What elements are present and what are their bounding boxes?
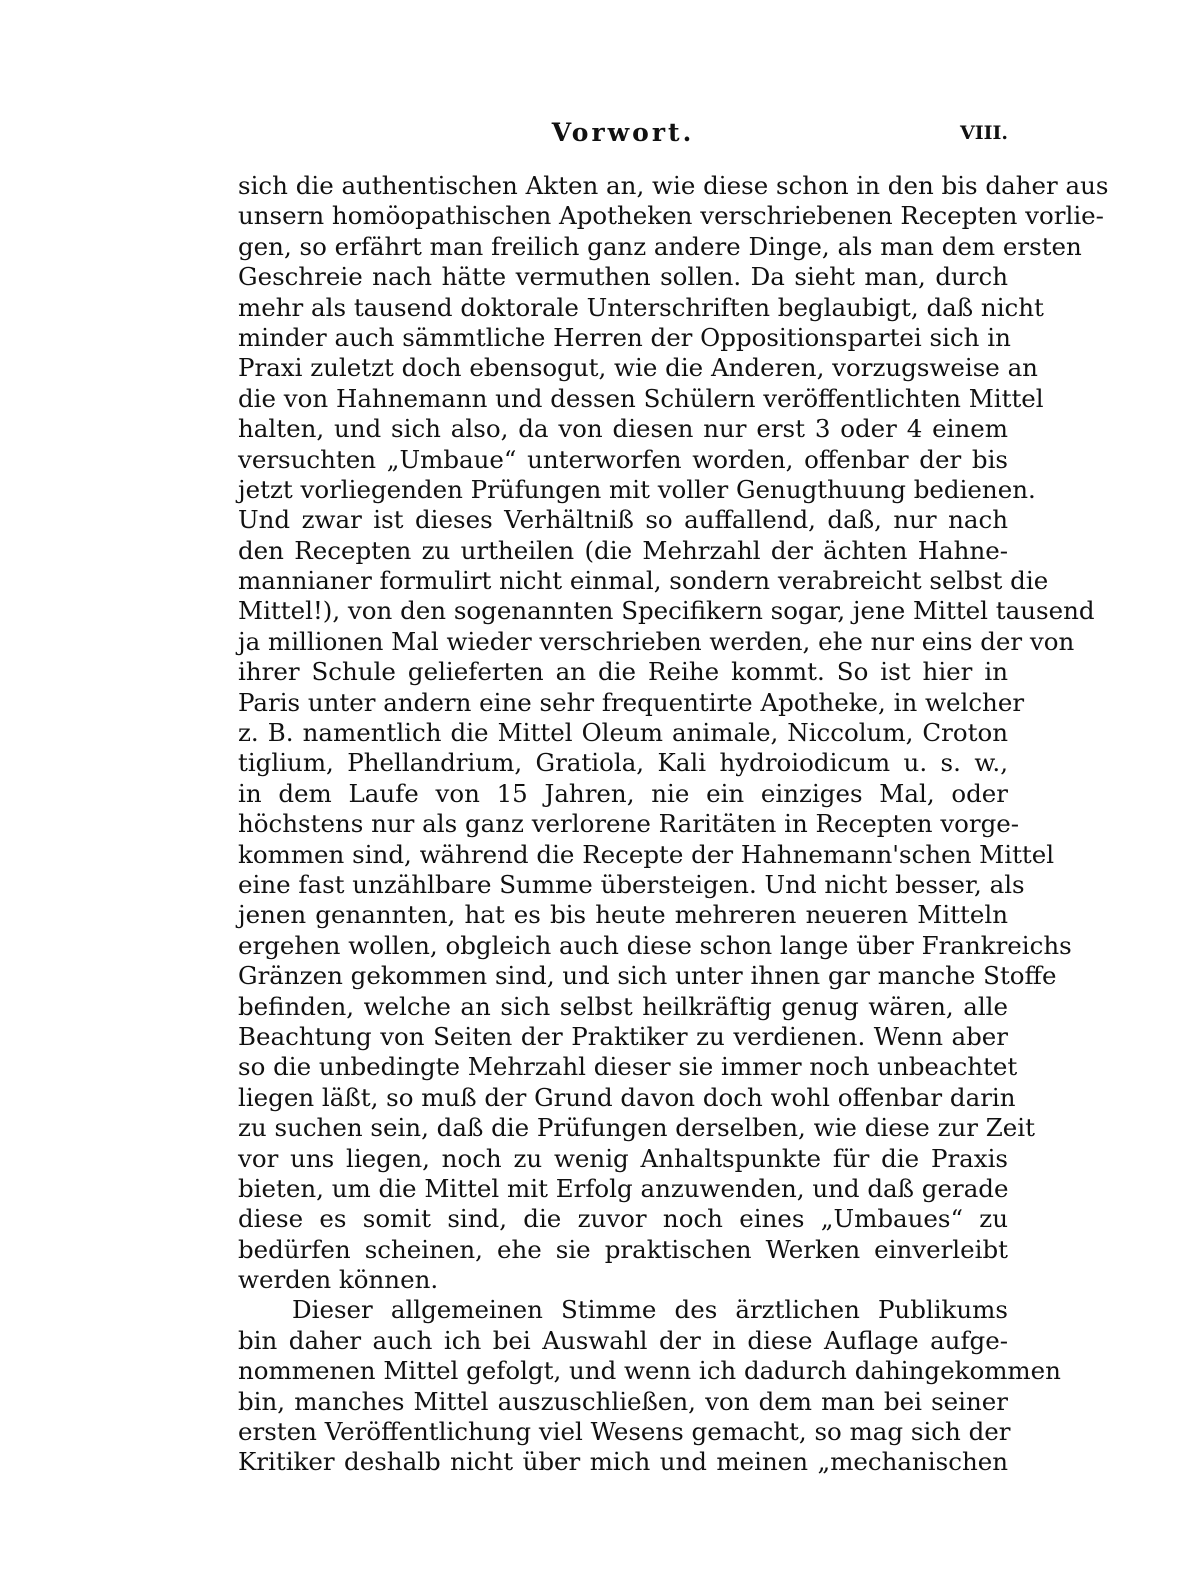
text-line: mehr als tausend doktorale Unterschriften beglaubigt, daß nicht [238, 292, 1044, 322]
body-text [238, 171, 1109, 1478]
text-line: z. B. namentlich die Mittel Oleum animale, Niccolum, Croton [238, 718, 1008, 748]
text-line: Kritiker deshalb nicht über mich und meinen „mechanischen [238, 1447, 1008, 1477]
text-line: den Recepten zu urtheilen (die Mehrzahl der ächten Hahne- [238, 535, 1008, 565]
text-line: in dem Laufe von 15 Jahren, nie ein einziges Mal, oder [238, 778, 1008, 808]
text-line: jenen genannten, hat es bis heute mehreren neueren Mitteln [238, 900, 1008, 930]
text-line-paragraph-end: werden können. [238, 1265, 439, 1295]
text-line: ergehen wollen, obgleich auch diese schon lange über Frankreichs [238, 930, 1072, 960]
text-line: bieten, um die Mittel mit Erfolg anzuwenden, und daß gerade [238, 1173, 1009, 1203]
text-line: unsern homöopathischen Apotheken verschriebenen Recepten vorlie- [238, 201, 1104, 231]
text-line: gen, so erfährt man freilich ganz andere Dinge, als man dem ersten [238, 231, 1082, 261]
text-line: Mittel!), von den sogenannten Specifikern sogar, jene Mittel tausend [238, 596, 1095, 626]
text-line: bin, manches Mittel auszuschließen, von dem man bei seiner [238, 1386, 1008, 1416]
text-line: ja millionen Mal wieder verschrieben werden, ehe nur eins der von [238, 626, 1075, 656]
text-line: so die unbedingte Mehrzahl dieser sie immer noch unbeachtet [238, 1052, 1018, 1082]
text-line: bedürfen scheinen, ehe sie praktischen Werken einverleibt [238, 1234, 1008, 1264]
text-line: tiglium, Phellandrium, Gratiola, Kali hydroiodicum u. s. w., [238, 748, 1008, 778]
text-line: nommenen Mittel gefolgt, und wenn ich dadurch dahingekommen [238, 1356, 1061, 1386]
text-line: Gränzen gekommen sind, und sich unter ihnen gar manche Stoffe [238, 961, 1057, 991]
text-line: diese es somit sind, die zuvor noch eines „Umbaues“ zu [238, 1204, 1008, 1234]
text-line: Praxi zuletzt doch ebensogut, wie die Anderen, vorzugsweise an [238, 353, 1038, 383]
running-header [238, 118, 1008, 154]
text-line-paragraph-start: Dieser allgemeinen Stimme des ärztlichen Publikums [292, 1295, 1008, 1325]
header-title: Vorwort. [551, 118, 695, 147]
text-line: eine fast unzählbare Summe übersteigen. Und nicht besser, als [238, 869, 1025, 899]
text-line: mannianer formulirt nicht einmal, sondern verabreicht selbst die [238, 566, 1049, 596]
text-line: ersten Veröffentlichung viel Wesens gemacht, so mag sich der [238, 1417, 1011, 1447]
text-line: höchstens nur als ganz verlorene Raritäten in Recepten vorge- [238, 809, 1020, 839]
text-line: Und zwar ist dieses Verhältniß so auffallend, daß, nur nach [238, 505, 1008, 535]
text-line: halten, und sich also, da von diesen nur erst 3 oder 4 einem [238, 414, 1008, 444]
text-line: jetzt vorliegenden Prüfungen mit voller Genugthuung bedienen. [238, 474, 1036, 504]
page-number: VIII. [959, 122, 1008, 144]
text-line: liegen läßt, so muß der Grund davon doch wohl offenbar darin [238, 1082, 1016, 1112]
text-line: zu suchen sein, daß die Prüfungen derselben, wie diese zur Zeit [238, 1113, 1035, 1143]
text-line: die von Hahnemann und dessen Schülern veröffentlichten Mittel [238, 383, 1044, 413]
text-line: bin daher auch ich bei Auswahl der in diese Auflage aufge- [238, 1325, 1008, 1355]
text-line: Beachtung von Seiten der Praktiker zu verdienen. Wenn aber [238, 1021, 1008, 1051]
text-line: Geschreie nach hätte vermuthen sollen. Da sieht man, durch [238, 262, 1008, 292]
text-line: vor uns liegen, noch zu wenig Anhaltspunkte für die Praxis [238, 1143, 1008, 1173]
text-line: kommen sind, während die Recepte der Hahnemann'schen Mittel [238, 839, 1055, 869]
text-line: Paris unter andern eine sehr frequentirte Apotheke, in welcher [238, 687, 1025, 717]
text-line: minder auch sämmtliche Herren der Oppositionspartei sich in [238, 322, 1011, 352]
text-line: befinden, welche an sich selbst heilkräftig genug wären, alle [238, 991, 1008, 1021]
text-line: sich die authentischen Akten an, wie diese schon in den bis daher aus [238, 171, 1109, 200]
text-line: versuchten „Umbaue“ unterworfen worden, offenbar der bis [238, 444, 1008, 474]
text-line: ihrer Schule gelieferten an die Reihe kommt. So ist hier in [238, 657, 1008, 687]
